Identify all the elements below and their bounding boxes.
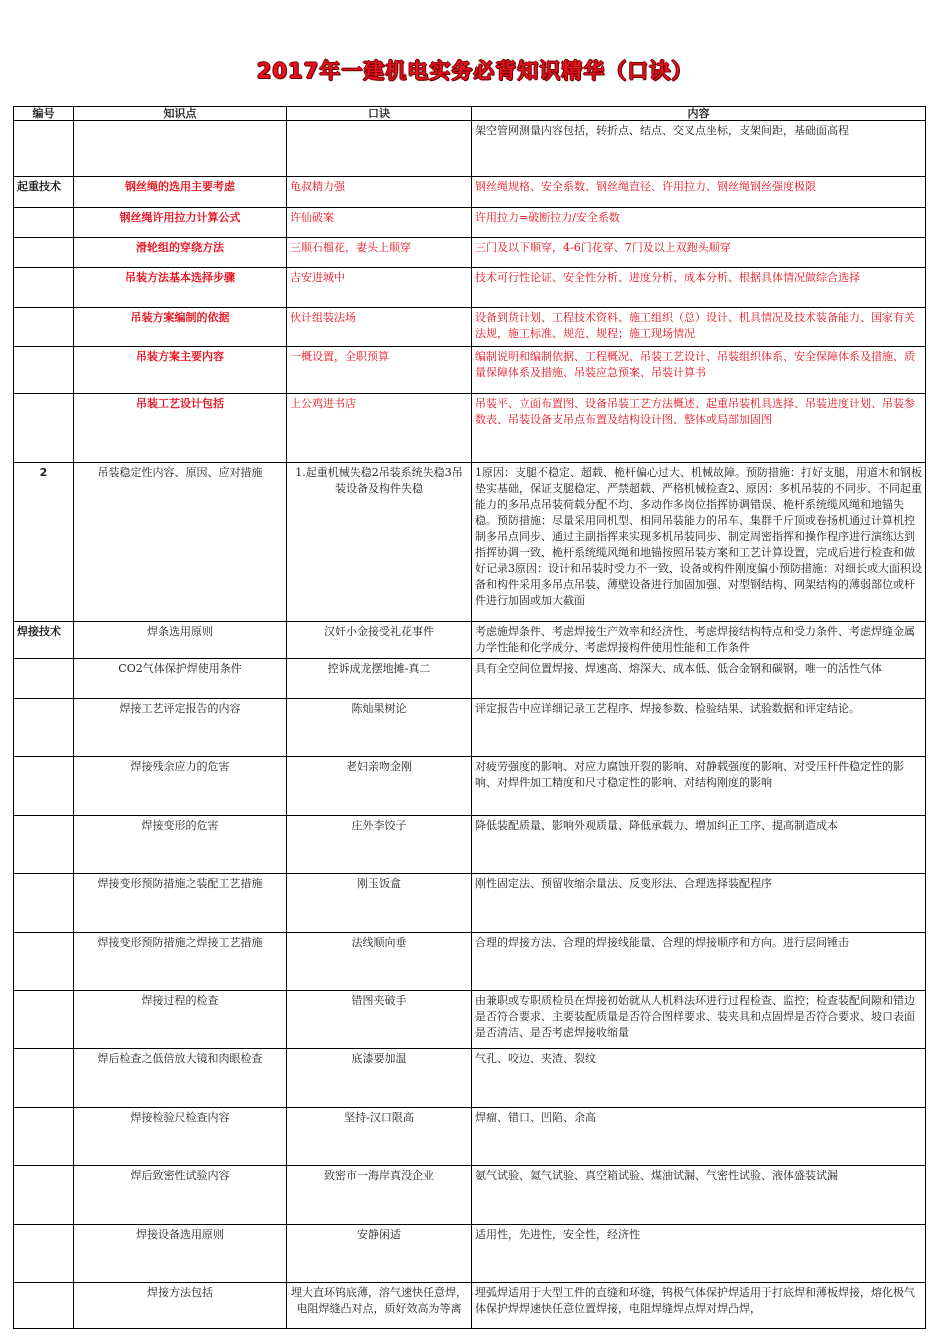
row-mnemonic: 一概设置，全职预算 — [287, 347, 472, 394]
row-mnemonic: 底漆要加温 — [287, 1049, 472, 1108]
row-content: 由兼职或专职质检员在焊接初始就从人机料法环进行过程检查、监控；检查装配间隙和错边是否符合要求、主要装配质量是否符合图样要求、装夹具和点固焊是否符合要求、坡口表面是否清洁、是否考虑焊接收缩量 — [472, 991, 926, 1049]
row-number — [14, 1049, 74, 1108]
row-content: 埋弧焊适用于大型工件的直缝和环缝，钨极气体保护焊适用于打底焊和薄板焊接，熔化极气体保护焊焊速快任意位置焊接，电阻焊缝焊点焊对焊凸焊， — [472, 1283, 926, 1329]
row-number — [14, 699, 74, 757]
row-knowledge-point: CO2气体保护焊使用条件 — [74, 659, 287, 699]
row-number: 起重技术 — [14, 177, 74, 208]
row-mnemonic: 致密市一海岸真没企业 — [287, 1166, 472, 1225]
row-knowledge-point: 焊接变形预防措施之装配工艺措施 — [74, 874, 287, 933]
row-number — [14, 933, 74, 991]
row-knowledge-point: 吊装方案编制的依据 — [74, 308, 287, 347]
row-number — [14, 816, 74, 874]
row-number — [14, 1283, 74, 1329]
row-content: 评定报告中应详细记录工艺程序、焊接参数、检验结果、试验数据和评定结论。 — [472, 699, 926, 757]
row-knowledge-point: 焊接变形的危害 — [74, 816, 287, 874]
table-row — [14, 121, 926, 177]
row-mnemonic: 法线顺向垂 — [287, 933, 472, 991]
table-row — [14, 1166, 926, 1225]
row-mnemonic: 刚玉饭盒 — [287, 874, 472, 933]
header-mnemonic: 口诀 — [287, 107, 472, 121]
table-row — [14, 933, 926, 991]
row-number — [14, 659, 74, 699]
table-row — [14, 394, 926, 463]
table-row — [14, 347, 926, 394]
row-mnemonic: 控诉成龙摆地摊-真二 — [287, 659, 472, 699]
row-number — [14, 1225, 74, 1283]
row-knowledge-point — [74, 121, 287, 177]
table-header-row — [14, 107, 926, 121]
row-number — [14, 121, 74, 177]
row-mnemonic: 庄外李饺子 — [287, 816, 472, 874]
page-title: 2017年一建机电实务必背知识精华（口诀） — [256, 59, 694, 83]
row-content: 考虑施焊条件、考虑焊接生产效率和经济性、考虑焊接结构特点和受力条件、考虑焊缝金属力学性能和化学成分、考虑焊接构件使用性能和工作条件 — [472, 622, 926, 659]
row-number: 2 — [14, 463, 74, 622]
row-mnemonic: 上公鸡进书店 — [287, 394, 472, 463]
row-content: 吊装平、立面布置图、设备吊装工艺方法概述、起重吊装机具选择、吊装进度计划、吊装参数表、吊装设备支吊点布置及结构设计图、整体或局部加固图 — [472, 394, 926, 463]
row-content: 降低装配质量、影响外观质量、降低承载力、增加纠正工序、提高制造成本 — [472, 816, 926, 874]
row-number — [14, 991, 74, 1049]
row-number — [14, 874, 74, 933]
row-number — [14, 308, 74, 347]
row-number — [14, 1166, 74, 1225]
table-row — [14, 1108, 926, 1166]
row-number — [14, 208, 74, 238]
row-knowledge-point: 钢丝绳许用拉力计算公式 — [74, 208, 287, 238]
row-content: 钢丝绳规格、安全系数、钢丝绳直径、许用拉力、钢丝绳钢丝强度极限 — [472, 177, 926, 208]
row-knowledge-point: 焊接方法包括 — [74, 1283, 287, 1329]
row-mnemonic: 伙计组装法场 — [287, 308, 472, 347]
table-row — [14, 1225, 926, 1283]
table-row — [14, 268, 926, 308]
row-mnemonic: 吉安进城中 — [287, 268, 472, 308]
row-content: 氨气试验、氦气试验、真空箱试验、煤油试漏、气密性试验、液体盛装试漏 — [472, 1166, 926, 1225]
table-row — [14, 238, 926, 268]
row-knowledge-point: 焊接设备选用原则 — [74, 1225, 287, 1283]
row-content: 对疲劳强度的影响、对应力腐蚀开裂的影响、对静载强度的影响、对受压杆件稳定性的影响、对焊件加工精度和尺寸稳定性的影响、对结构刚度的影响 — [472, 757, 926, 816]
row-knowledge-point: 吊装方法基本选择步骤 — [74, 268, 287, 308]
row-knowledge-point: 焊条选用原则 — [74, 622, 287, 659]
row-mnemonic: 错图夹破手 — [287, 991, 472, 1049]
table-row — [14, 874, 926, 933]
table-row — [14, 208, 926, 238]
row-knowledge-point: 钢丝绳的选用主要考虑 — [74, 177, 287, 208]
row-knowledge-point: 焊后致密性试验内容 — [74, 1166, 287, 1225]
row-content: 设备到货计划、工程技术资料、施工组织（总）设计、机具情况及技术装备能力、国家有关法规，施工标准、规范、规程；施工现场情况 — [472, 308, 926, 347]
row-content: 气孔、咬边、夹渣、裂纹 — [472, 1049, 926, 1108]
table-row — [14, 757, 926, 816]
row-knowledge-point: 吊装工艺设计包括 — [74, 394, 287, 463]
table-row — [14, 1283, 926, 1329]
row-knowledge-point: 吊装稳定性内容、原因、应对措施 — [74, 463, 287, 622]
row-content: 三门及以下顺穿，4-6门花穿、7门及以上双跑头顺穿 — [472, 238, 926, 268]
knowledge-table — [13, 106, 926, 1329]
table-row — [14, 463, 926, 622]
table-row — [14, 177, 926, 208]
table-row — [14, 622, 926, 659]
table-row — [14, 308, 926, 347]
row-knowledge-point: 焊接变形预防措施之焊接工艺措施 — [74, 933, 287, 991]
row-mnemonic: 老妇亲吻金刚 — [287, 757, 472, 816]
header-content: 内容 — [472, 107, 926, 121]
table-row — [14, 991, 926, 1049]
table-row — [14, 816, 926, 874]
row-mnemonic — [287, 121, 472, 177]
row-number — [14, 238, 74, 268]
row-knowledge-point: 焊接过程的检查 — [74, 991, 287, 1049]
row-content: 架空管网测量内容包括，转折点、结点、交叉点坐标，支架间距，基础面高程 — [472, 121, 926, 177]
row-knowledge-point: 焊后检查之低倍放大镜和肉眼检查 — [74, 1049, 287, 1108]
row-mnemonic: 埋大直环钨底薄，溶气速快任意焊，电阻焊缝凸对点，质好效高为等离 — [287, 1283, 472, 1329]
header-number: 编号 — [14, 107, 74, 121]
row-content: 合理的焊接方法、合理的焊接线能量、合理的焊接顺序和方向。进行层间锤击 — [472, 933, 926, 991]
row-mnemonic: 陈灿果树论 — [287, 699, 472, 757]
row-content: 许用拉力=破断拉力/安全系数 — [472, 208, 926, 238]
row-mnemonic: 龟叔精力强 — [287, 177, 472, 208]
row-content: 具有全空间位置焊接、焊速高、熔深大、成本低、低合金钢和碳钢，唯一的活性气体 — [472, 659, 926, 699]
row-knowledge-point: 焊接残余应力的危害 — [74, 757, 287, 816]
row-mnemonic: 坚持-汉口限高 — [287, 1108, 472, 1166]
row-knowledge-point: 滑轮组的穿绕方法 — [74, 238, 287, 268]
row-number — [14, 1108, 74, 1166]
row-mnemonic: 许仙破案 — [287, 208, 472, 238]
row-content: 适用性，先进性，安全性，经济性 — [472, 1225, 926, 1283]
row-number — [14, 268, 74, 308]
row-mnemonic: 汉奸小金接受礼花事件 — [287, 622, 472, 659]
row-number — [14, 394, 74, 463]
row-content: 编制说明和编制依据、工程概况、吊装工艺设计、吊装组织体系、安全保障体系及措施、质量保障体系及措施、吊装应急预案、吊装计算书 — [472, 347, 926, 394]
row-knowledge-point: 焊接检验尺检查内容 — [74, 1108, 287, 1166]
row-content: 技术可行性论证、安全性分析、进度分析、成本分析、根据具体情况做综合选择 — [472, 268, 926, 308]
row-knowledge-point: 焊接工艺评定报告的内容 — [74, 699, 287, 757]
table-row — [14, 1049, 926, 1108]
row-mnemonic: 三顺石榴花，妻头上顺穿 — [287, 238, 472, 268]
header-knowledge-point: 知识点 — [74, 107, 287, 121]
row-knowledge-point: 吊装方案主要内容 — [74, 347, 287, 394]
row-content: 1原因：支腿不稳定、超载、桅杆偏心过大、机械故障。预防措施：打好支腿，用道木和钢板垫实基础，保证支腿稳定、严禁超载、严格机械检查2、原因：多机吊装的不同步、不同起重能力的多吊点吊装荷载分配不均、多动作多岗位指挥协调错误、桅杆系统缆风绳和地锚失稳。预防措施：尽量采用同机型、相同吊装能力的吊车、集群千斤顶或卷扬机通过计算机控制多吊点同步、通过主副指挥来实现多机吊装同步、制定周密指挥和操作程序进行演练达到指挥协调一致、桅杆系统缆风绳和地锚按照吊装方案和工艺计算设置，完成后进行检查和做好记录3原因：设计和吊装时受力不一致、设备或构件刚度偏小预防措施：对细长或大面积设备和构件采用多吊点吊装、薄壁设备进行加固加强、对型钢结构、网架结构的薄弱部位或杆件进行加固或加大截面 — [472, 463, 926, 622]
row-mnemonic: 1.起重机械失稳2吊装系统失稳3吊装设备及构件失稳 — [287, 463, 472, 622]
row-content: 焊瘤、错口、凹陷、余高 — [472, 1108, 926, 1166]
row-mnemonic: 安静闲适 — [287, 1225, 472, 1283]
table-row — [14, 699, 926, 757]
row-content: 刚性固定法、预留收缩余量法、反变形法、合理选择装配程序 — [472, 874, 926, 933]
row-number — [14, 757, 74, 816]
row-number: 焊接技术 — [14, 622, 74, 659]
table-row — [14, 659, 926, 699]
row-number — [14, 347, 74, 394]
